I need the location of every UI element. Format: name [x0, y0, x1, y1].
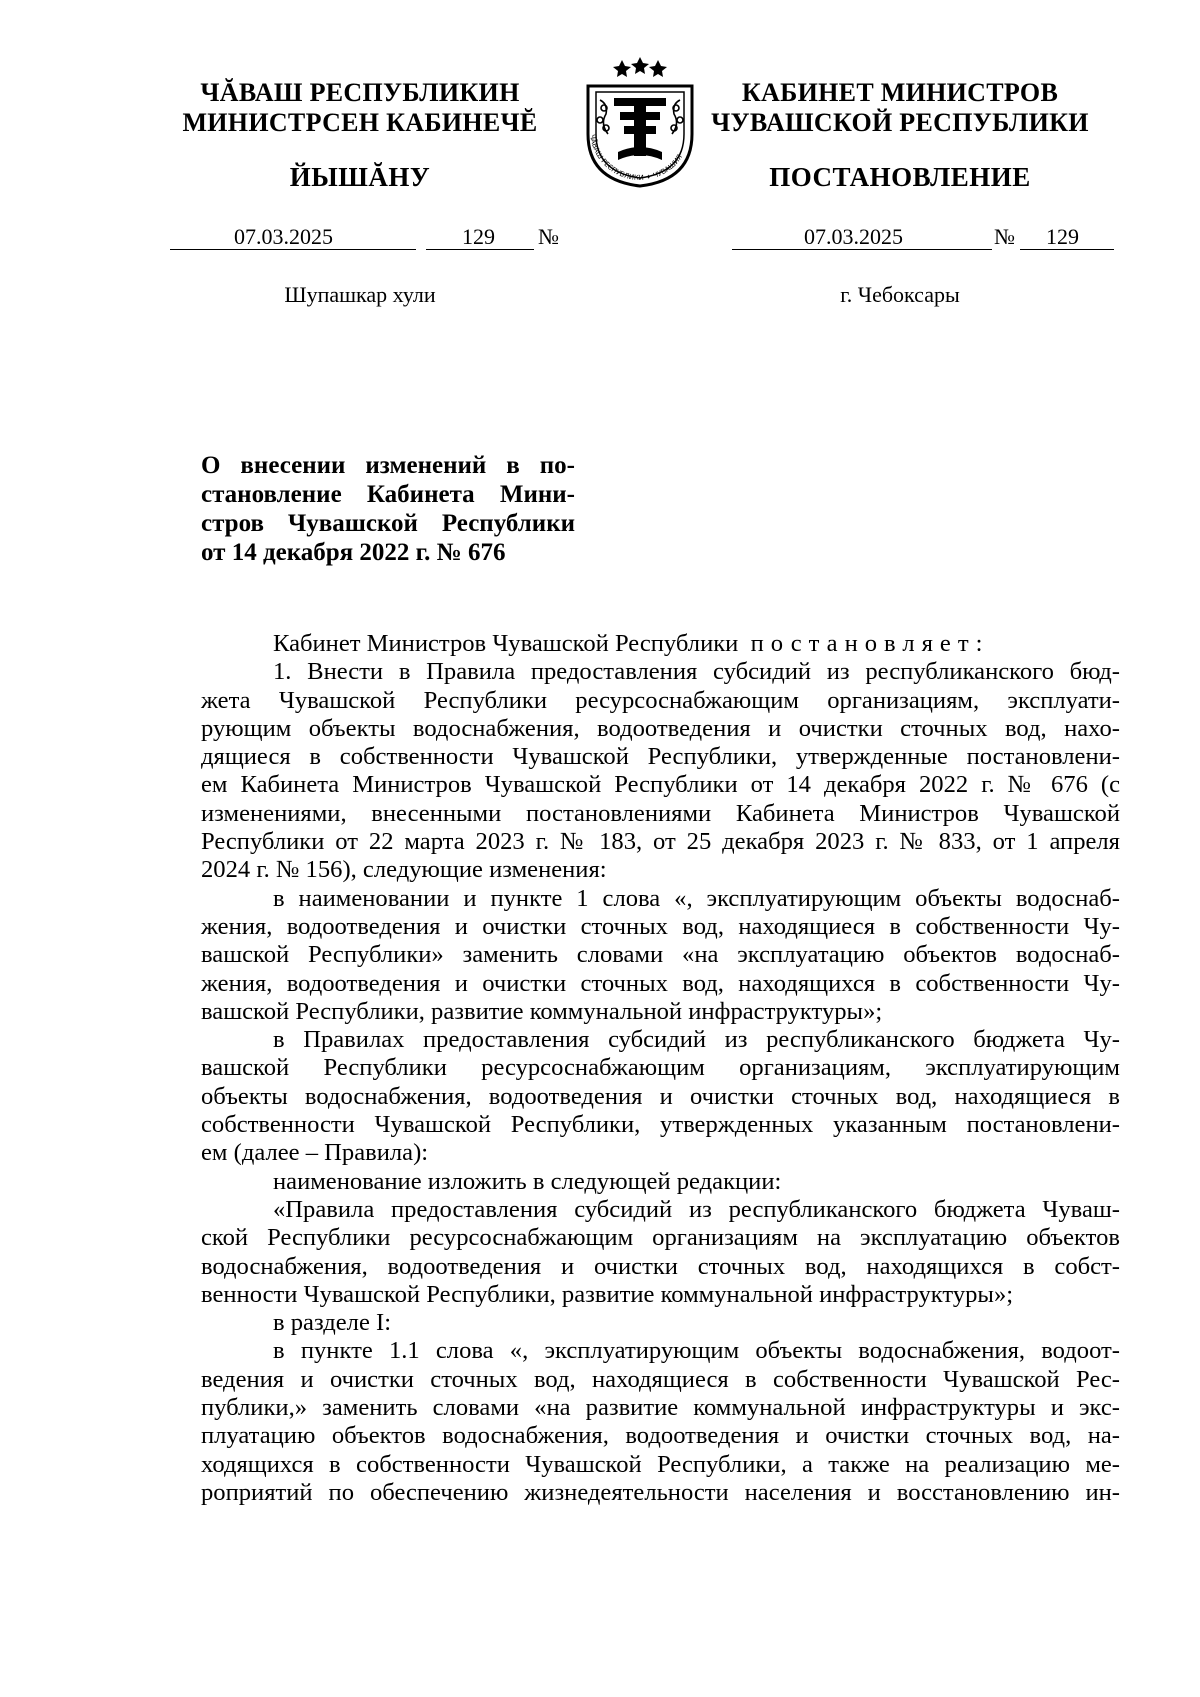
body-line: в пункте 1.1 слова «, эксплуатирующим объекты водоснабжения, водоот-: [273, 1337, 1120, 1365]
body-line: жения, водоотведения и очистки сточных вод, находящиеся в собственности Чу-: [201, 912, 1120, 940]
title-line: О внесении изменений в по-: [201, 452, 575, 479]
left-date: 07.03.2025: [234, 224, 333, 249]
right-org-line-2: ЧУВАШСКОЙ РЕСПУБЛИКИ: [711, 108, 1089, 137]
body-line: ходящихся в собственности Чувашской Республики, а также на реализацию ме-: [201, 1450, 1120, 1478]
document-title: [201, 451, 575, 567]
body-line: жения, водоотведения и очистки сточных вод, находящихся в собственности Чу-: [201, 969, 1120, 997]
body-line: изменениями, внесенными постановлениями Кабинета Министров Чувашской: [201, 799, 1120, 827]
document-body: [201, 630, 1120, 1507]
body-line: 2024 г. № 156), следующие изменения:: [201, 856, 607, 884]
body-line: плуатацию объектов водоснабжения, водоотведения и очистки сточных вод, на-: [201, 1422, 1120, 1450]
title-line: становление Кабинета Мини-: [201, 481, 575, 508]
body-line: ем Кабинета Министров Чувашской Республики от 14 декабря 2022 г. № 676 (с: [201, 771, 1120, 799]
body-line: в наименовании и пункте 1 слова «, эксплуатирующим объекты водоснаб-: [273, 884, 1120, 912]
right-org-name: [690, 78, 1110, 138]
body-line: вашской Республики, развитие коммунальной инфраструктуры»;: [201, 997, 883, 1025]
emblem-ring-text: ЧĂВАШ РЕСПУБЛИКИ ✦ ЧУВАШИЯ: [588, 133, 685, 183]
right-city: г. Чебоксары: [840, 282, 960, 307]
body-line: вашской Республики» заменить словами «на эксплуатацию объектов водоснаб-: [201, 941, 1120, 969]
body-line: дящиеся в собственности Чувашской Республики, утвержденные постановлени-: [201, 743, 1120, 771]
left-number-sign: №: [538, 224, 559, 249]
right-date: 07.03.2025: [804, 224, 903, 249]
body-line: публики,» заменить словами «на развитие коммунальной инфраструктуры и экс-: [201, 1394, 1120, 1422]
left-city: Шупашкар хули: [284, 282, 436, 307]
title-line: стров Чувашской Республики: [201, 510, 575, 537]
body-line: роприятий по обеспечению жизнедеятельности населения и восстановлению ин-: [201, 1478, 1120, 1506]
left-org-name: [150, 78, 570, 138]
body-line: в разделе I:: [273, 1309, 392, 1337]
intro-text: Кабинет Министров Чувашской Республики: [273, 630, 739, 657]
coat-of-arms: [570, 56, 710, 188]
right-number-sign: №: [994, 224, 1015, 249]
left-org-line-1: ЧĂВАШ РЕСПУБЛИКИН: [200, 78, 520, 107]
body-line: ской Республики ресурсоснабжающим организациям на эксплуатацию объектов: [201, 1224, 1120, 1252]
body-line: ем (далее – Правила):: [201, 1139, 429, 1167]
left-org-line-2: МИНИСТРСЕН КАБИНЕЧĔ: [182, 108, 538, 137]
body-line: Республики от 22 марта 2023 г. № 183, от 25 декабря 2023 г. № 833, от 1 апреля: [201, 828, 1120, 856]
left-doc-type: ЙЫШĂНУ: [289, 162, 431, 192]
chuvash-coat-of-arms-icon: [570, 56, 710, 188]
body-line: ведения и очистки сточных вод, находящиеся в собственности Чувашской Рес-: [201, 1365, 1120, 1393]
body-line: собственности Чувашской Республики, утвержденных указанным постановлени-: [201, 1111, 1120, 1139]
body-line: венности Чувашской Республики, развитие коммунальной инфраструктуры»;: [201, 1280, 1014, 1308]
intro-line: [201, 630, 1120, 658]
body-line: «Правила предоставления субсидий из республиканского бюджета Чуваш-: [273, 1195, 1120, 1223]
right-doc-type: ПОСТАНОВЛЕНИЕ: [769, 162, 1031, 192]
title-line: от 14 декабря 2022 г. № 676: [201, 539, 506, 566]
body-line: водоснабжения, водоотведения и очистки сточных вод, находящихся в собст-: [201, 1252, 1120, 1280]
body-line: жета Чувашской Республики ресурсоснабжающим организациям, эксплуати-: [201, 686, 1120, 714]
body-line: вашской Республики ресурсоснабжающим организациям, эксплуатирующим: [201, 1054, 1120, 1082]
body-line: рующим объекты водоснабжения, водоотведения и очистки сточных вод, нахо-: [201, 714, 1120, 742]
left-number: 129: [462, 224, 495, 249]
body-line: в Правилах предоставления субсидий из республиканского бюджета Чу-: [273, 1026, 1120, 1054]
body-line: 1. Внести в Правила предоставления субсидий из республиканского бюд-: [273, 658, 1120, 686]
right-number: 129: [1046, 224, 1079, 249]
intro-decree-word: постановляет:: [750, 630, 990, 657]
right-org-line-1: КАБИНЕТ МИНИСТРОВ: [741, 78, 1059, 107]
body-line: объекты водоснабжения, водоотведения и очистки сточных вод, находящиеся в: [201, 1082, 1120, 1110]
body-line: наименование изложить в следующей редакции:: [273, 1167, 782, 1195]
